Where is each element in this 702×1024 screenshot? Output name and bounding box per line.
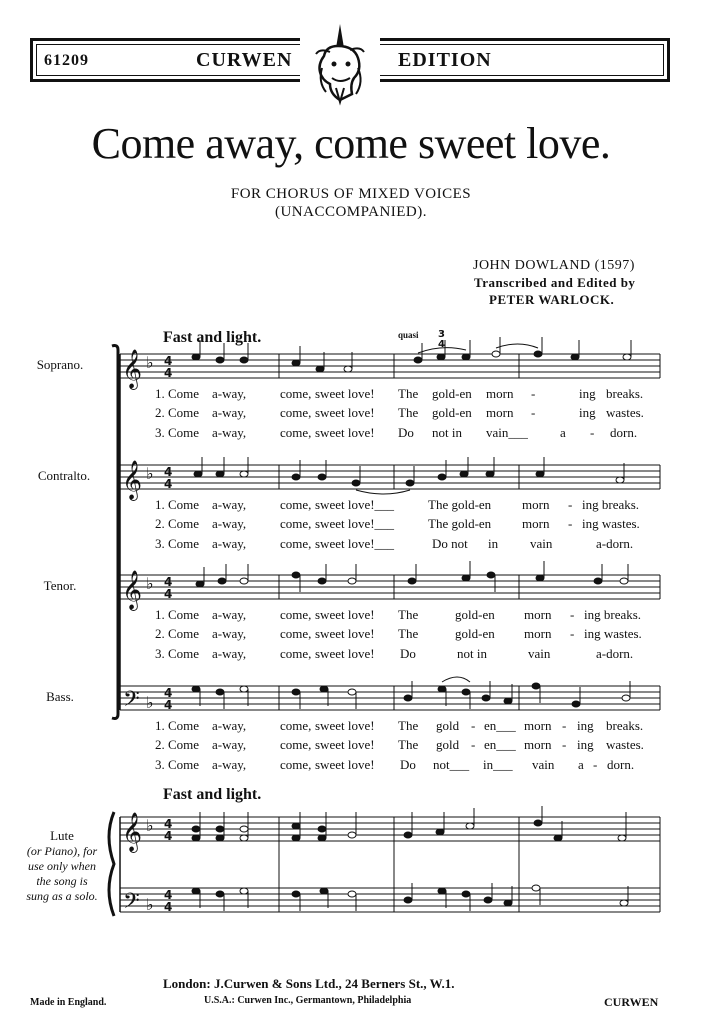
footer-usa-address: U.S.A.: Curwen Inc., Germantown, Philadelphia [204, 995, 412, 1006]
soprano-verse1-w8: ing [579, 386, 596, 401]
tenor-verse3-w3: sweet love! [315, 646, 375, 661]
contralto-verse3-w0: 3. Come [155, 536, 200, 551]
lute-label-line5: sung as a solo. [26, 889, 98, 904]
tenor-verse1-w8: ing breaks. [584, 607, 642, 622]
bass-verse1-w7: en___ [484, 718, 516, 733]
svg-text:♭: ♭ [146, 895, 154, 914]
svg-text:4: 4 [164, 817, 173, 831]
svg-text:𝄞: 𝄞 [122, 812, 143, 852]
bass-verse3-w10: dorn. [607, 757, 635, 772]
bass-verse1-w5: gold [436, 718, 460, 733]
subtitle-unaccompanied: (UNACCOMPANIED). [274, 204, 428, 220]
part-name-soprano: Soprano. [36, 357, 84, 372]
bass-verse2-w4: The [398, 737, 419, 752]
soprano-verse3-w1: a-way, [212, 425, 247, 440]
tenor-verse1-w0: 1. Come [155, 607, 200, 622]
subtitle-voices: FOR CHORUS OF MIXED VOICES [230, 186, 472, 202]
bass-verse2-w9: - [562, 737, 567, 752]
soprano-verse2-w8: ing [579, 405, 596, 420]
contralto-verse3-w6: vain [530, 536, 553, 551]
svg-text:4: 4 [164, 477, 173, 491]
svg-text:4: 4 [164, 900, 173, 914]
bass-verse3-w4: Do [400, 757, 416, 772]
soprano-verse1-w3: sweet love! [315, 386, 375, 401]
part-name-contralto: Contralto. [37, 468, 91, 483]
page-title: Come away, come sweet love. [91, 119, 611, 168]
soprano-verse1-w5: gold-en [432, 386, 472, 401]
meter-change-quasi: quasi [398, 330, 419, 340]
bass-verse1-w4: The [398, 718, 419, 733]
contralto-verse3-w4: Do not [432, 536, 468, 551]
tenor-verse2-w8: ing wastes. [584, 626, 642, 641]
soprano-verse2-w4: The [398, 405, 419, 420]
lute-label-line2: (or Piano), for [26, 844, 98, 859]
contralto-verse1-w6: - [568, 497, 573, 512]
editor-credit-line1: Transcribed and Edited by [474, 275, 636, 290]
soprano-verse3-w10: dorn. [610, 425, 638, 440]
contralto-verse2-w5: morn [522, 516, 550, 531]
svg-text:4: 4 [164, 587, 173, 601]
soprano-verse1-w1: a-way, [212, 386, 247, 401]
lute-label-line4: the song is [36, 874, 88, 889]
tenor-verse1-w4: The [398, 607, 419, 622]
bass-verse1-w2: come, [280, 718, 312, 733]
soprano-verse3-w3: sweet love! [315, 425, 375, 440]
lute-bass-staff [120, 888, 660, 912]
contralto-verse3-w7: a-dorn. [596, 536, 634, 551]
soprano-verse2-w1: a-way, [212, 405, 247, 420]
contralto-verse1-w0: 1. Come [155, 497, 200, 512]
svg-text:4: 4 [164, 465, 173, 479]
contralto-verse2-w3: sweet love!___ [315, 516, 395, 531]
bass-verse2-w5: gold [436, 737, 460, 752]
tenor-verse1-w3: sweet love! [315, 607, 375, 622]
contralto-verse2-w2: come, [280, 516, 312, 531]
soprano-verse3-w5: not in [432, 425, 462, 440]
soprano-verse3-w4: Do [398, 425, 414, 440]
bass-verse3-w0: 3. Come [155, 757, 200, 772]
bass-verse3-w2: come, [280, 757, 312, 772]
svg-text:♭: ♭ [146, 464, 154, 483]
tenor-verse3-w2: come, [280, 646, 312, 661]
contralto-verse3-w3: sweet love!___ [315, 536, 395, 551]
tenor-verse2-w3: sweet love! [315, 626, 375, 641]
footer-publisher-address: London: J.Curwen & Sons Ltd., 24 Berners St., W.1. [163, 976, 455, 991]
tempo-marking-lute: Fast and light. [163, 786, 262, 803]
contralto-verse2-w4: The gold-en [428, 516, 492, 531]
soprano-verse2-w6: morn [486, 405, 514, 420]
contralto-verse2-w1: a-way, [212, 516, 247, 531]
svg-text:𝄞: 𝄞 [122, 570, 143, 610]
svg-text:♭: ♭ [146, 816, 154, 835]
tenor-verse3-w4: Do [400, 646, 416, 661]
bass-verse2-w2: come, [280, 737, 312, 752]
contralto-verse3-w2: come, [280, 536, 312, 551]
part-name-tenor: Tenor. [43, 578, 77, 593]
bass-verse3-w6: in___ [483, 757, 513, 772]
contralto-verse1-w4: The gold-en [428, 497, 492, 512]
contralto-verse1-w3: sweet love!___ [315, 497, 395, 512]
tenor-verse1-w6: morn [524, 607, 552, 622]
catalog-number: 61209 [44, 52, 89, 69]
svg-text:𝄢: 𝄢 [123, 687, 140, 717]
tenor-verse2-w0: 2. Come [155, 626, 200, 641]
soprano-verse2-w9: wastes. [606, 405, 644, 420]
tenor-verse3-w5: not in [457, 646, 487, 661]
soprano-verse1-w6: morn [486, 386, 514, 401]
svg-text:♭: ♭ [146, 574, 154, 593]
bass-verse3-w7: vain [532, 757, 555, 772]
contralto-verse3-w1: a-way, [212, 536, 247, 551]
bass-verse1-w1: a-way, [212, 718, 247, 733]
bass-verse2-w6: - [471, 737, 476, 752]
tenor-verse3-w1: a-way, [212, 646, 247, 661]
publisher-name-left: CURWEN [196, 49, 293, 71]
soprano-verse1-w7: - [531, 386, 536, 401]
contralto-verse1-w1: a-way, [212, 497, 247, 512]
soprano-verse1-w0: 1. Come [155, 386, 200, 401]
soprano-verse3-w9: - [590, 425, 595, 440]
composer-credit: JOHN DOWLAND (1597) [473, 258, 635, 273]
bass-verse3-w3: sweet love! [315, 757, 375, 772]
tenor-verse2-w1: a-way, [212, 626, 247, 641]
bass-verse2-w11: wastes. [606, 737, 644, 752]
tenor-verse3-w6: vain [528, 646, 551, 661]
tenor-verse1-w5: gold-en [455, 607, 495, 622]
lute-treble-staff [120, 817, 660, 841]
svg-text:4: 4 [164, 575, 173, 589]
tenor-verse2-w7: - [570, 626, 575, 641]
soprano-verse3-w6: vain___ [486, 425, 528, 440]
svg-text:♭: ♭ [146, 353, 154, 372]
svg-text:𝄞: 𝄞 [122, 349, 143, 389]
tenor-verse3-w0: 3. Come [155, 646, 200, 661]
soprano-verse3-w0: 3. Come [155, 425, 200, 440]
soprano-verse1-w4: The [398, 386, 419, 401]
tenor-verse1-w2: come, [280, 607, 312, 622]
lute-label-line1: Lute [50, 828, 74, 843]
svg-text:4: 4 [164, 366, 173, 380]
bass-verse2-w8: morn [524, 737, 552, 752]
bass-verse1-w10: ing [577, 718, 594, 733]
soprano-verse3-w2: come, [280, 425, 312, 440]
soprano-verse1-w9: breaks. [606, 386, 644, 401]
lute-label-line3: use only when [28, 859, 96, 874]
contralto-verse2-w6: - [568, 516, 573, 531]
footer-made-in: Made in England. [30, 997, 107, 1008]
tenor-verse1-w1: a-way, [212, 607, 247, 622]
bass-verse2-w10: ing [577, 737, 594, 752]
bass-verse3-w5: not___ [433, 757, 470, 772]
contralto-verse1-w2: come, [280, 497, 312, 512]
bass-verse3-w9: - [593, 757, 598, 772]
soprano-verse2-w0: 2. Come [155, 405, 200, 420]
lute-part-label [16, 828, 108, 904]
bass-verse2-w7: en___ [484, 737, 516, 752]
tenor-verse2-w2: come, [280, 626, 312, 641]
part-name-bass: Bass. [46, 689, 74, 704]
tenor-verse3-w7: a-dorn. [596, 646, 634, 661]
bass-verse1-w6: - [471, 718, 476, 733]
svg-text:♭: ♭ [146, 693, 154, 712]
contralto-verse3-w5: in [488, 536, 499, 551]
contralto-verse2-w7: ing wastes. [582, 516, 640, 531]
bass-verse1-w9: - [562, 718, 567, 733]
tenor-verse2-w6: morn [524, 626, 552, 641]
svg-text:4: 4 [164, 686, 173, 700]
bass-verse1-w11: breaks. [606, 718, 644, 733]
tenor-verse1-w7: - [570, 607, 575, 622]
soprano-verse2-w5: gold-en [432, 405, 472, 420]
soprano-verse2-w3: sweet love! [315, 405, 375, 420]
soprano-verse3-w8: a [560, 425, 566, 440]
bass-verse2-w0: 2. Come [155, 737, 200, 752]
svg-text:4: 4 [164, 698, 173, 712]
svg-text:4: 4 [164, 829, 173, 843]
bass-verse1-w0: 1. Come [155, 718, 200, 733]
tenor-verse2-w5: gold-en [455, 626, 495, 641]
bass-verse1-w8: morn [524, 718, 552, 733]
svg-text:4: 4 [164, 354, 173, 368]
bass-verse3-w1: a-way, [212, 757, 247, 772]
contralto-verse1-w5: morn [522, 497, 550, 512]
bass-verse2-w3: sweet love! [315, 737, 375, 752]
soprano-verse2-w2: come, [280, 405, 312, 420]
footer-brand-mark: CURWEN [604, 995, 659, 1009]
bass-verse1-w3: sweet love! [315, 718, 375, 733]
svg-text:4: 4 [438, 339, 445, 350]
soprano-verse1-w2: come, [280, 386, 312, 401]
contralto-verse1-w7: ing breaks. [582, 497, 640, 512]
bass-verse3-w8: a [578, 757, 584, 772]
tempo-marking-choir: Fast and light. [163, 329, 262, 346]
svg-text:𝄞: 𝄞 [122, 460, 143, 500]
tenor-verse2-w4: The [398, 626, 419, 641]
bass-verse2-w1: a-way, [212, 737, 247, 752]
svg-text:3: 3 [438, 329, 445, 340]
svg-text:𝄢: 𝄢 [123, 889, 140, 919]
contralto-verse2-w0: 2. Come [155, 516, 200, 531]
soprano-verse2-w7: - [531, 405, 536, 420]
publisher-name-right: EDITION [398, 49, 492, 71]
contralto-staff [120, 465, 660, 489]
editor-credit-line2: PETER WARLOCK. [489, 292, 615, 307]
svg-text:4: 4 [164, 888, 173, 902]
